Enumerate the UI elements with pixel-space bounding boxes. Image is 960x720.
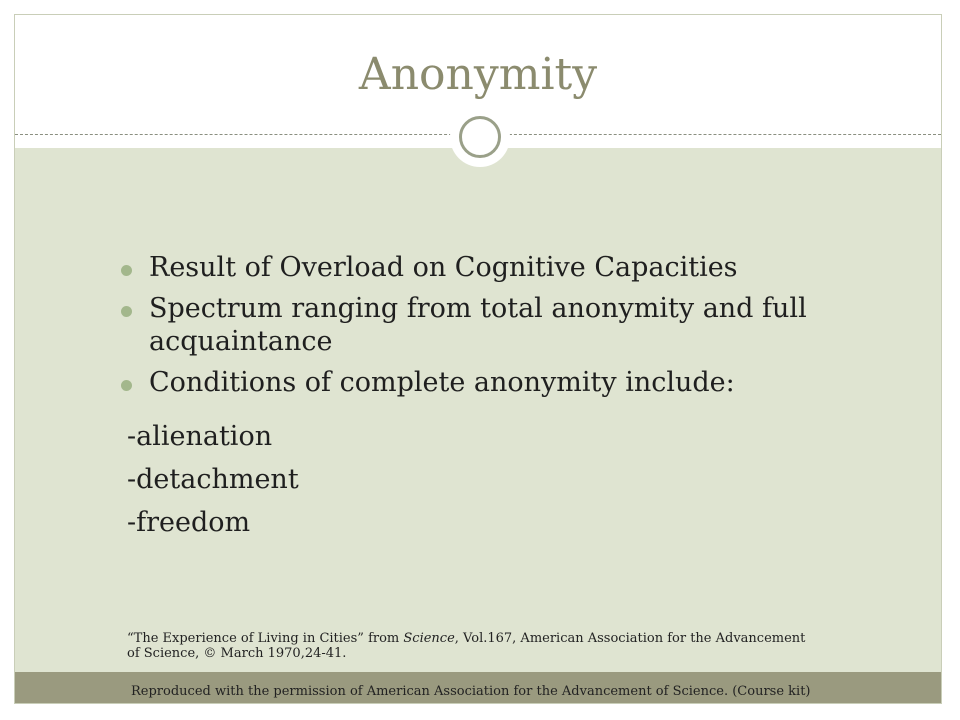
- bullet-dot-icon: [121, 265, 132, 276]
- bullet-item: [121, 292, 841, 358]
- sub-item: -alienation: [127, 421, 273, 452]
- slide-title: Anonymity: [358, 49, 598, 100]
- citation-rest: , Vol.167, American Association for the Advancement of Science, © March 1970,24-41.: [127, 631, 806, 661]
- bullet-item: [121, 366, 841, 399]
- bullet-item: [121, 251, 841, 284]
- bullet-text: Conditions of complete anonymity include:: [149, 367, 735, 398]
- bullet-list: [121, 251, 841, 407]
- sub-item: -detachment: [127, 464, 299, 495]
- citation-quote: “The Experience of Living in Cities” from: [127, 631, 404, 646]
- sub-item: -freedom: [127, 507, 251, 538]
- bullet-dot-icon: [121, 306, 132, 317]
- slide: [14, 14, 942, 704]
- footer-note: Reproduced with the permission of American Association for the Advancement of Science. (Course kit): [131, 684, 811, 699]
- citation: [127, 631, 817, 661]
- bullet-text: Result of Overload on Cognitive Capacities: [149, 252, 738, 283]
- bullet-dot-icon: [121, 380, 132, 391]
- ring-inner: [459, 116, 501, 158]
- ring-ornament-icon: [450, 107, 510, 167]
- bullet-text: Spectrum ranging from total anonymity and full acquaintance: [149, 293, 807, 357]
- citation-journal: Science: [403, 631, 455, 646]
